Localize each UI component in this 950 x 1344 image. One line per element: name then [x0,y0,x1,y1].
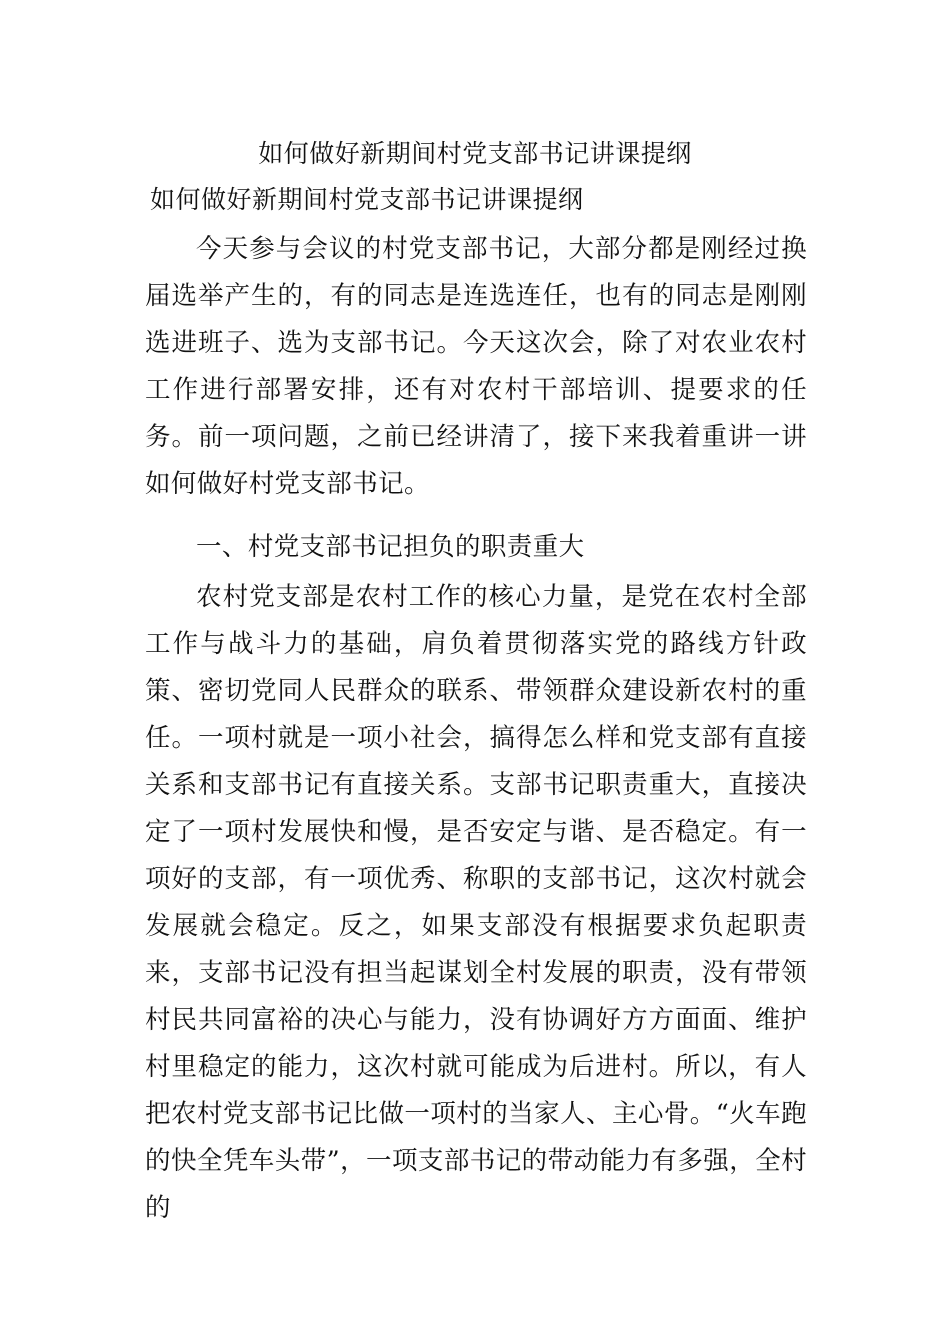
paragraph-intro: 今天参与会议的村党支部书记，大部分都是刚经过换届选举产生的，有的同志是连选连任，也有的同志是刚刚选进班子、选为支部书记。今天这次会，除了对农业农村工作进行部署安排，还有对农村干部培训、提要求的任务。前一项问题，之前已经讲清了，接下来我着重讲一讲如何做好村党支部书记。 [145,234,807,499]
document-title: 如何做好新期间村党支部书记讲课提纲 [258,139,692,168]
section-heading: 一、村党支部书记担负的职责重大 [196,532,585,562]
document-subtitle: 如何做好新期间村党支部书记讲课提纲 [150,185,584,214]
paragraph-section-1: 农村党支部是农村工作的核心力量，是党在农村全部工作与战斗力的基础，肩负着贯彻落实党的路线方针政策、密切党同人民群众的联系、带领群众建设新农村的重任。一项村就是一项小社会，搞得怎么样和党支部有直接关系和支部书记有直接关系。支部书记职责重大，直接决定了一项村发展快和慢，是否安定与谐、是否稳定。有一项好的支部，有一项优秀、称职的支部书记，这次村就会发展就会稳定。反之，如果支部没有根据要求负起职责来，支部书记没有担当起谋划全村发展的职责，没有带领村民共同富裕的决心与能力，没有协调好方方面面、维护村里稳定的能力，这次村就可能成为后进村。所以，有人把农村党支部书记比做一项村的当家人、主心骨。“火车跑的快全凭车头带”，一项支部书记的带动能力有多强，全村的 [145,582,807,1223]
